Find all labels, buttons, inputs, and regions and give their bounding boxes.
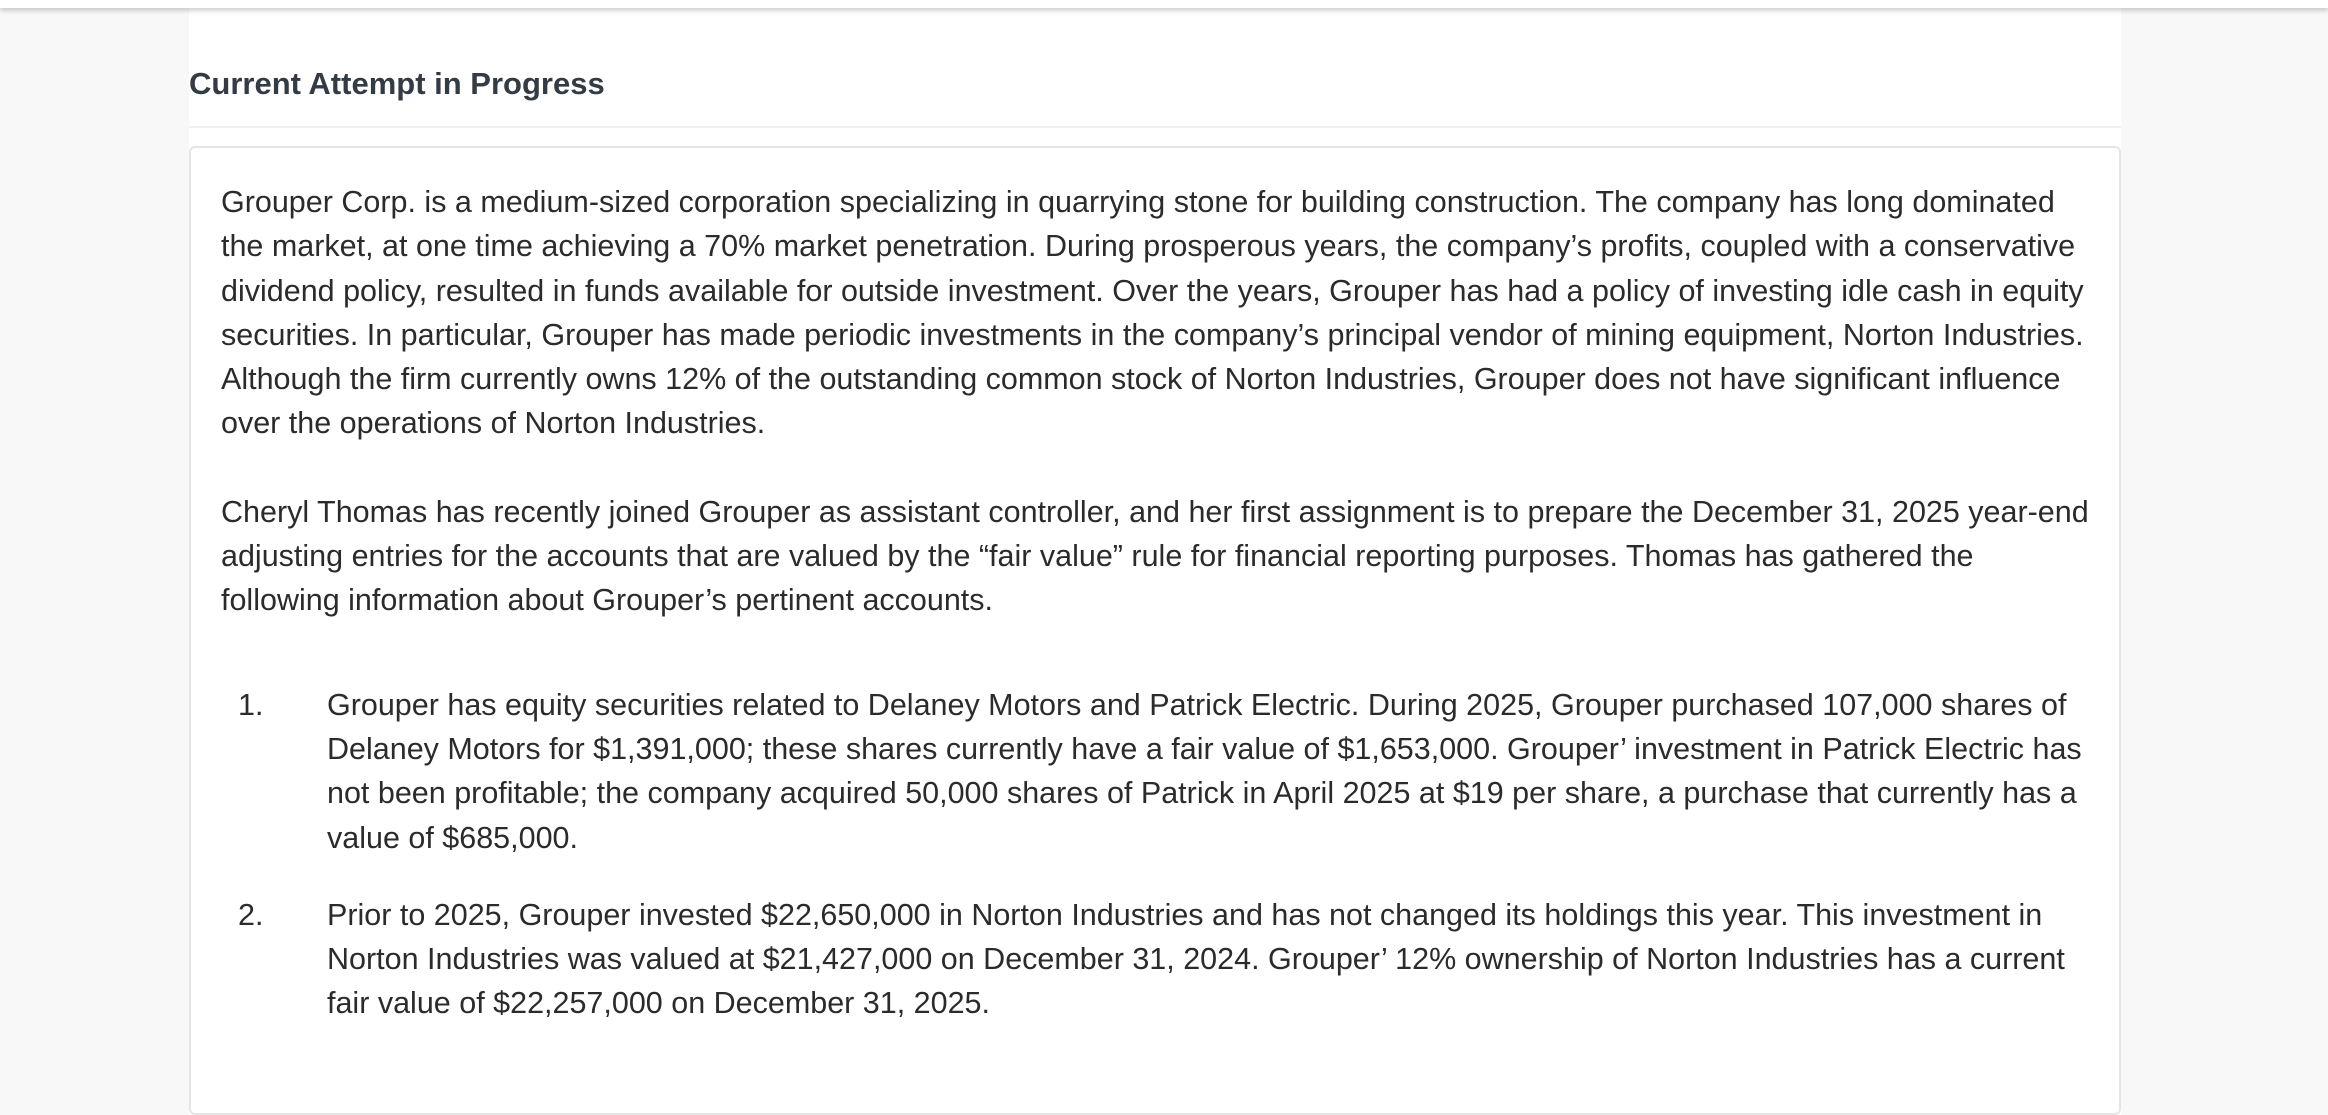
question-page [189,0,2121,1115]
list-item-number: 2. [238,897,264,932]
list-item-number: 1. [238,687,264,722]
question-card [189,146,2121,1115]
page-title: Current Attempt in Progress [189,66,605,101]
intro-paragraph: Grouper Corp. is a medium-sized corporation specializing in quarrying stone for building construction. The company has long dominated the market, at one time achieving a 70% market penetration. During prosperous years, the company’s profits, coupled with a conservative dividend policy, resulted in funds available for outside investment. Over the years, Grouper has had a policy of investing idle cash in equity securities. In particular, Grouper has made periodic investments in the company’s principal vendor of mining equipment, Norton Industries. Although the firm currently owns 12% of the outstanding common stock of Norton Industries, Grouper does not have significant influence over the operations of Norton Industries. [221,185,2084,441]
list-item [221,683,2089,860]
list-item [221,893,2089,1026]
top-bar [0,0,2328,8]
list-item-text: Prior to 2025, Grouper invested $22,650,000 in Norton Industries and has not changed its holdings this year. This investment in Norton Industries was valued at $21,427,000 on December 31, 2024. Grouper’ 12% ownership of Norton Industries has a current fair value of $22,257,000 on December 31, 2025. [327,897,2065,1021]
list-item-text: Grouper has equity securities related to Delaney Motors and Patrick Electric. During 2025, Grouper purchased 107,000 shares of Delaney Motors for $1,391,000; these shares currently have a fair value of $1,653,000. Grouper’ investment in Patrick Electric has not been profitable; the company acquired 50,000 shares of Patrick in April 2025 at $19 per share, a purchase that currently has a value of $685,000. [327,687,2082,855]
question-header [189,62,2121,128]
context-paragraph: Cheryl Thomas has recently joined Grouper as assistant controller, and her first assignment is to prepare the December 31, 2025 year-end adjusting entries for the accounts that are valued by the “fair value” rule for financial reporting purposes. Thomas has gathered the following information about Grouper’s pertinent accounts. [221,494,2089,618]
facts-list [221,683,2089,1026]
